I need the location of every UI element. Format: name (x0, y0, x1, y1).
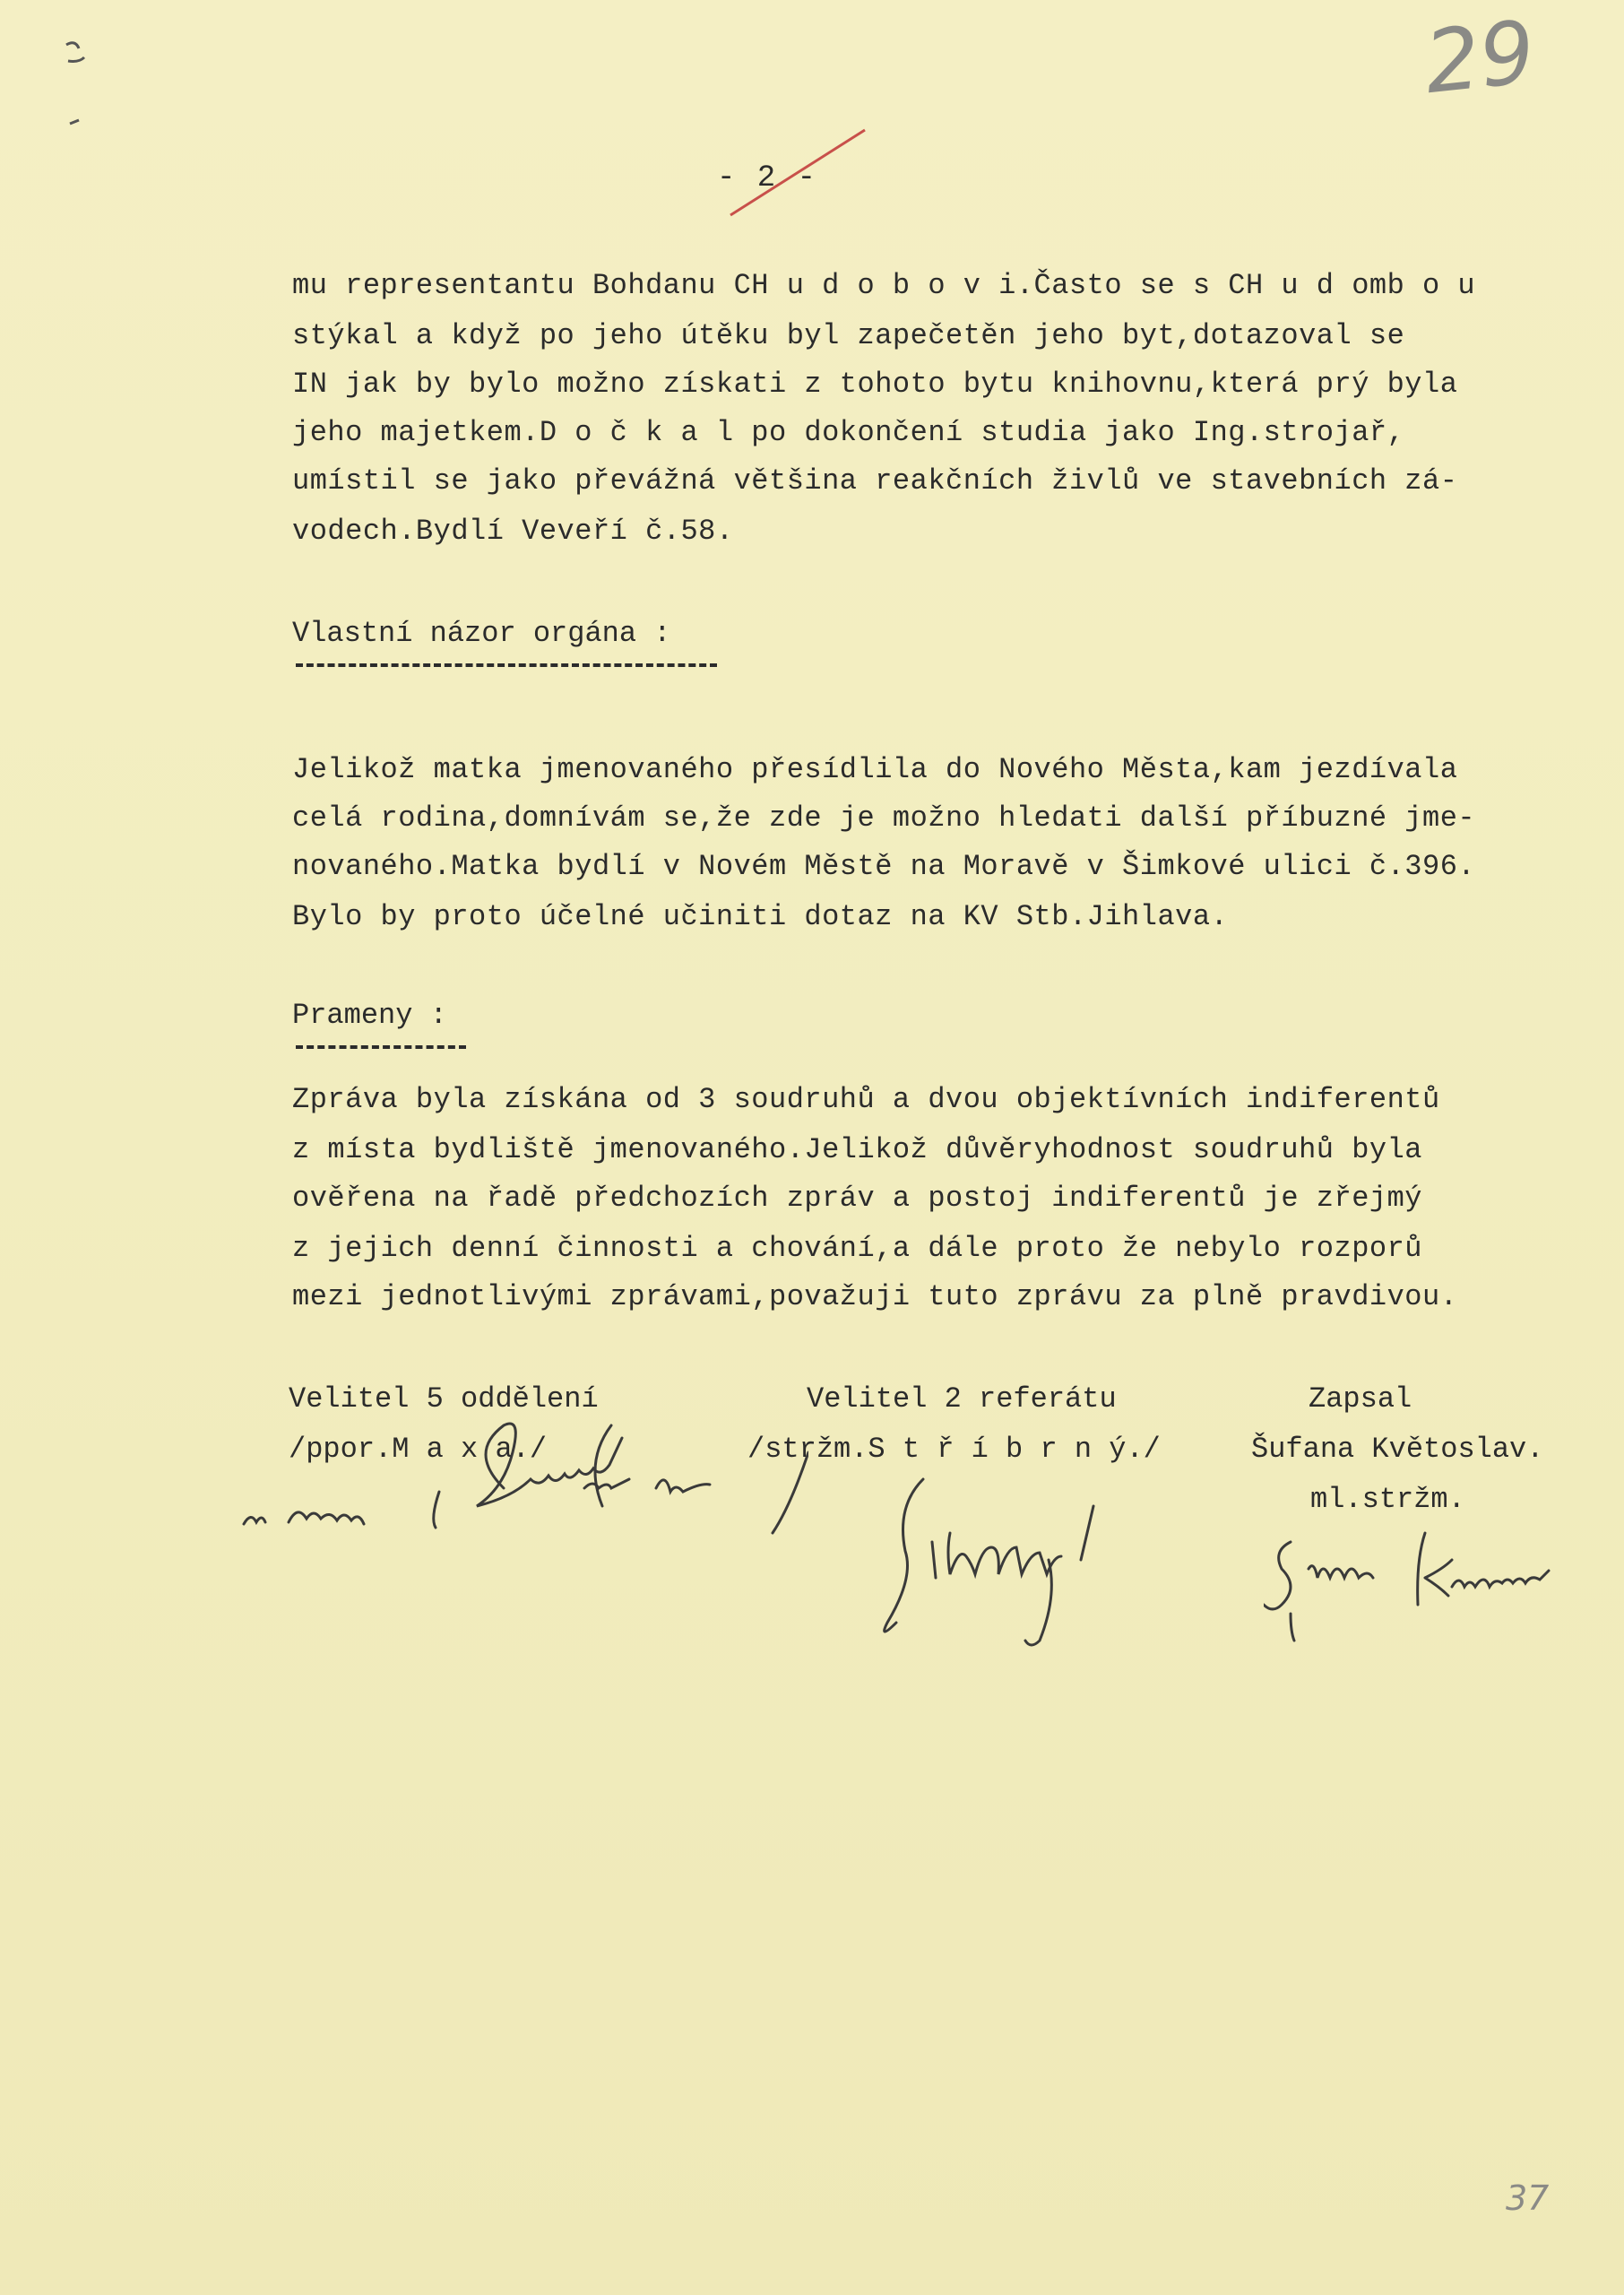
signatory-name-3: Šufana Květoslav. (1251, 1433, 1544, 1466)
text-line: stýkal a když po jeho útěku byl zapečetěn jeho byt,dotazoval se (292, 319, 1405, 352)
heading-underline (296, 1045, 466, 1049)
signatory-rank-3: ml.stržm. (1310, 1483, 1465, 1516)
text-line: Zpráva byla získána od 3 soudruhů a dvou objektívních indiferentů (292, 1083, 1440, 1116)
text-line: mu representantu Bohdanu CH u d o b o v i.Často se s CH u d omb o u (292, 269, 1476, 302)
signatory-title-3: Zapsal (1309, 1382, 1412, 1416)
text-line: umístil se jako převážná většina reakčních živlů ve stavebních zá- (292, 464, 1458, 498)
signature-1 (235, 1399, 808, 1542)
text-line: Jelikož matka jmenovaného přesídlila do Nového Města,kam jezdívala (292, 753, 1458, 786)
signatory-name-1: /ppor.M a x a./ (289, 1433, 548, 1466)
text-line: ověřena na řadě předchozích zpráv a postoj indiferentů je zřejmý (292, 1182, 1422, 1215)
margin-marks (54, 18, 99, 134)
text-line: novaného.Matka bydlí v Novém Městě na Moravě v Šimkové ulici č.396. (292, 850, 1476, 883)
signatory-title-1: Velitel 5 oddělení (289, 1382, 599, 1416)
section-heading-sources: Prameny : (292, 999, 447, 1032)
signatory-title-2: Velitel 2 referátu (807, 1382, 1117, 1416)
text-line: z místa bydliště jmenovaného.Jelikož důvěryhodnost soudruhů byla (292, 1133, 1422, 1166)
signature-3 (1264, 1524, 1586, 1650)
text-line: mezi jednotlivými zprávami,považuji tuto zprávu za plně pravdivou. (292, 1280, 1458, 1313)
signatory-name-2: /stržm.S t ř í b r n ý./ (747, 1433, 1161, 1466)
text-line: z jejich denní činnosti a chování,a dále proto že nebylo rozporů (292, 1232, 1422, 1265)
section-heading-opinion: Vlastní názor orgána : (292, 617, 671, 650)
page-number-strikethrough (721, 126, 874, 233)
folio-number-top: 29 (1420, 1, 1540, 114)
text-line: celá rodina,domnívám se,že zde je možno hledati další příbuzné jme- (292, 801, 1476, 835)
signature-2 (869, 1470, 1138, 1650)
text-line: jeho majetkem.D o č k a l po dokončení studia jako Ing.strojař, (292, 416, 1405, 449)
folio-number-bottom: 37 (1506, 2178, 1550, 2218)
page-number: - 2 - (717, 161, 818, 195)
text-line: IN jak by bylo možno získati z tohoto bytu knihovnu,která prý byla (292, 368, 1458, 401)
text-line: vodech.Bydlí Veveří č.58. (292, 515, 734, 548)
text-line: Bylo by proto účelné učiniti dotaz na KV Stb.Jihlava. (292, 900, 1229, 933)
heading-underline (296, 663, 717, 667)
